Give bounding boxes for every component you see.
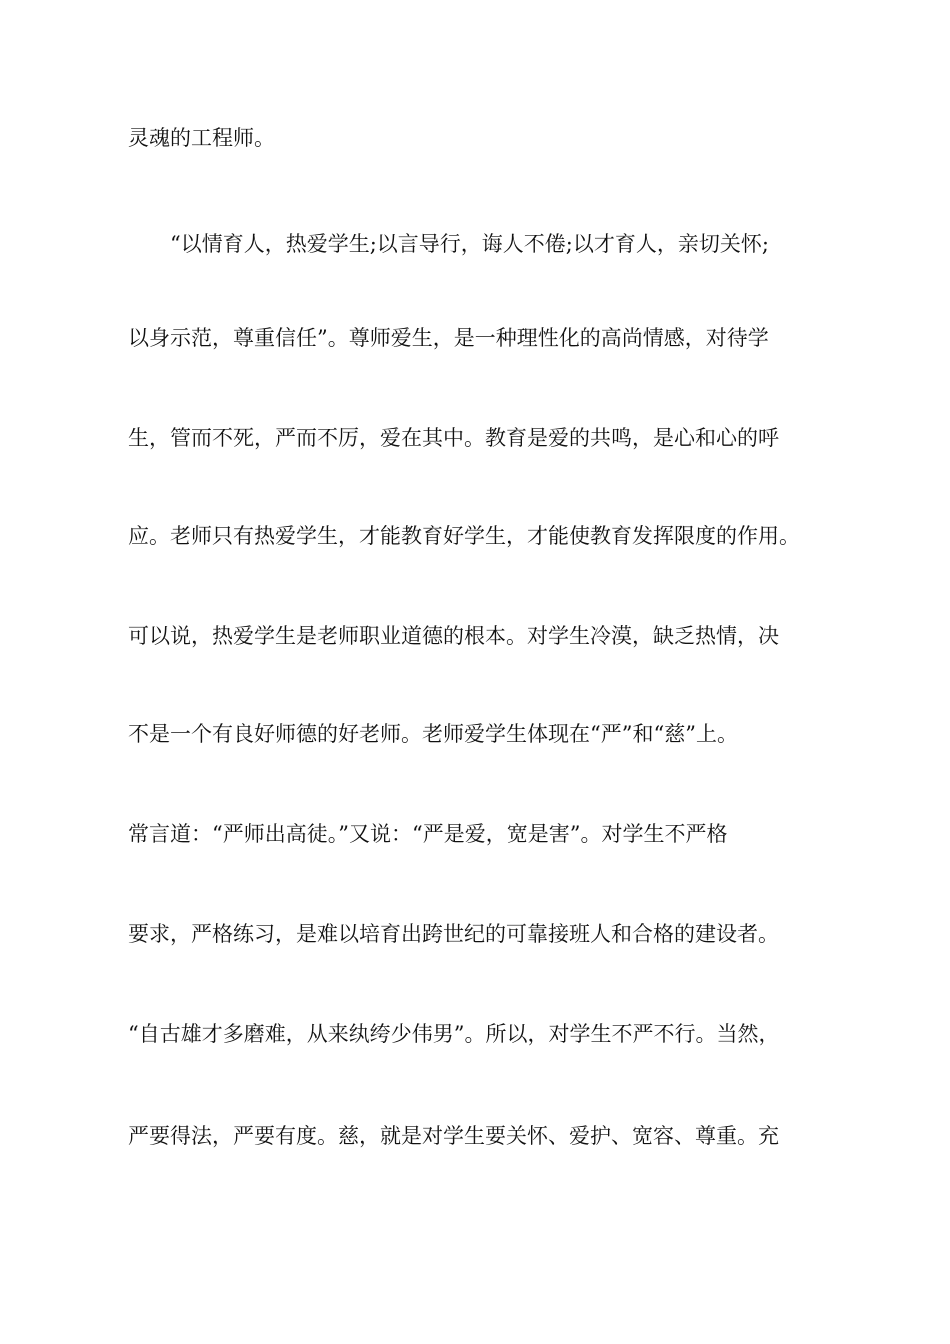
- text-line-1: 灵魂的工程师。: [128, 126, 275, 150]
- text-line-9: 要求，严格练习，是难以培育出跨世纪的可靠接班人和合格的建设者。: [128, 922, 779, 946]
- text-line-2: “以情育人，热爱学生;以言导行，诲人不倦;以才育人，亲切关怀;: [170, 232, 769, 256]
- text-line-5: 应。老师只有热爱学生，才能教育好学生，才能使教育发挥限度的作用。: [128, 524, 800, 548]
- text-line-7: 不是一个有良好师德的好老师。老师爱学生体现在“严”和“慈”上。: [128, 722, 738, 746]
- text-line-8: 常言道：“严师出高徒。”又说：“严是爱，宽是害”。对学生不严格: [128, 822, 728, 846]
- text-line-3: 以身示范，尊重信任”。尊师爱生，是一种理性化的高尚情感，对待学: [128, 326, 769, 350]
- text-line-10: “自古雄才多磨难，从来纨绔少伟男”。所以，对学生不严不行。当然，: [128, 1022, 780, 1046]
- text-line-4: 生，管而不死，严而不厉，爱在其中。教育是爱的共鸣，是心和心的呼: [128, 426, 779, 450]
- text-line-6: 可以说，热爱学生是老师职业道德的根本。对学生冷漠，缺乏热情，决: [128, 624, 779, 648]
- text-line-11: 严要得法，严要有度。慈，就是对学生要关怀、爱护、宽容、尊重。充: [128, 1124, 779, 1148]
